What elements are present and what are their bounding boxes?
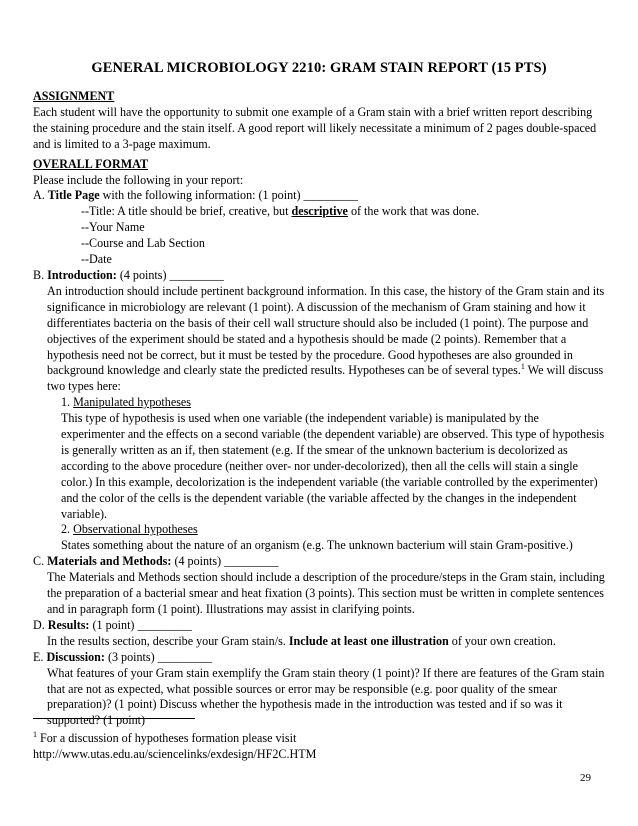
document-body (33, 89, 605, 729)
hypothesis-type-2-text: States something about the nature of an organism (e.g. The unknown bacterium will stain Gram-positive.) (61, 538, 573, 553)
section-a-name-line: --Your Name (81, 220, 145, 235)
section-d-text (33, 634, 605, 650)
assignment-heading: ASSIGNMENT (33, 89, 115, 103)
section-a-date-line: --Date (81, 252, 112, 267)
section-c-letter: C. (33, 554, 45, 569)
section-d-letter: D. (33, 617, 45, 632)
section-a-letter: A. (33, 188, 45, 203)
section-a-label: Title Page (47, 188, 100, 203)
title-line-text: --Title: A title should be brief, creative, but (81, 204, 292, 219)
overall-format-heading: OVERALL FORMAT (33, 156, 149, 171)
section-e-points: (3 points) _________ (104, 649, 213, 664)
page-number: 29 (580, 772, 591, 784)
footnote-text: For a discussion of hypotheses formation please visit (37, 731, 297, 745)
section-e-text: What features of your Gram stain exemplify the Gram stain theory (1 point)? If there are features of the Gram stain that are not as expected, what possible sources or error may be responsible (e.g. poor quality of the smear preparation)? (1 point) Discuss whether the hypothesis made in the introduction was tested and if so was it supported? (1 point) (47, 665, 605, 728)
section-d-points: (1 point) _________ (89, 617, 192, 632)
results-emphasis: Include at least one illustration (288, 633, 449, 648)
section-a-title-line (33, 204, 605, 220)
results-text: In the results section, describe your Gram stain/s. (47, 633, 289, 648)
hypothesis-type-2-heading (33, 522, 605, 538)
section-b-label: Introduction: (47, 267, 117, 282)
hypothesis-type-1-heading (33, 395, 605, 411)
section-a (33, 188, 605, 204)
section-a-points: with the following information: (1 point) _________ (99, 188, 358, 203)
footnote-url[interactable]: http://www.utas.edu.au/sciencelinks/exdesign/HF2C.HTM (33, 747, 317, 761)
footnote-mark: 1 (33, 729, 37, 739)
introduction-text: An introduction should include pertinent background information. In this case, the history of the Gram stain and its significance in microbiology are relevant (1 point). A discussion of the mechanism of Gram staining and how it differentiates bacteria on the basis of their cell wall structure should also be included (1 point). The purpose and objectives of the experiment should be stated and a hypothesis should be made (2 points). Remember that a hypothesis need not be correct, but it must be tested by the procedure. Good hypotheses are also grounded in background knowledge and clearly state the predicted results. Hypotheses can be of several types. (47, 283, 605, 378)
title-line-end: of the work that was done. (347, 204, 480, 219)
section-a-course-line: --Course and Lab Section (81, 236, 205, 251)
section-d-label: Results: (47, 617, 90, 632)
footnote-reference: 1 (520, 362, 525, 372)
footnote (33, 730, 605, 762)
title-line-emphasis: descriptive (291, 204, 348, 219)
results-text-end: of your own creation. (448, 633, 556, 648)
introduction-text-end: We will discuss two types here: (47, 363, 604, 394)
section-b-letter: B. (33, 267, 45, 282)
section-b (33, 268, 605, 284)
section-e-letter: E. (33, 649, 44, 664)
section-e (33, 650, 605, 666)
hypothesis-type-1-text: This type of hypothesis is used when one variable (the independent variable) is manipulated by the experimenter and the effects on a second variable (the dependent variable) are observed. This type of hypothesis is generally written as an if, then statement (e.g. If the smear of the unknown bacterium is decolorized as according to the above procedure (neither over- nor under-decolorized), then all the cells will stain a single color.) In this example, decolorization is the independent variable (the variable controlled by the experimenter) and the color of the cells is the dependent variable (the variable affected by the changes in the independent variable). (61, 411, 605, 521)
overall-format-intro: Please include the following in your report: (33, 172, 244, 187)
section-b-text (33, 284, 605, 395)
section-c-text: The Materials and Methods section should include a description of the procedure/steps in the Gram stain, including the preparation of a bacterial smear and heat fixation (3 points). This section must be written in complete sentences and in paragraph form (1 point). Illustrations may assist in clarifying points. (47, 570, 605, 616)
page-title: GENERAL MICROBIOLOGY 2210: GRAM STAIN REPORT (15 PTS) (91, 60, 547, 76)
section-c-label: Materials and Methods: (47, 554, 172, 569)
section-c (33, 554, 605, 570)
type-1-number: 1. (61, 395, 74, 410)
section-d (33, 618, 605, 634)
section-b-points: (4 points) _________ (116, 267, 224, 282)
type-1-label: Manipulated hypotheses (73, 395, 191, 410)
type-2-number: 2. (61, 522, 74, 537)
assignment-text: Each student will have the opportunity to submit one example of a Gram stain with a brief written report describing the staining procedure and the stain itself. A good report will likely necessitate a minimum of 2 pages double-spaced and is limited to a 3-page maximum. (33, 104, 597, 151)
section-c-points: (4 points) _________ (171, 554, 279, 569)
section-e-label: Discussion: (46, 649, 105, 664)
type-2-label: Observational hypotheses (73, 522, 198, 537)
footnote-divider (33, 718, 195, 719)
